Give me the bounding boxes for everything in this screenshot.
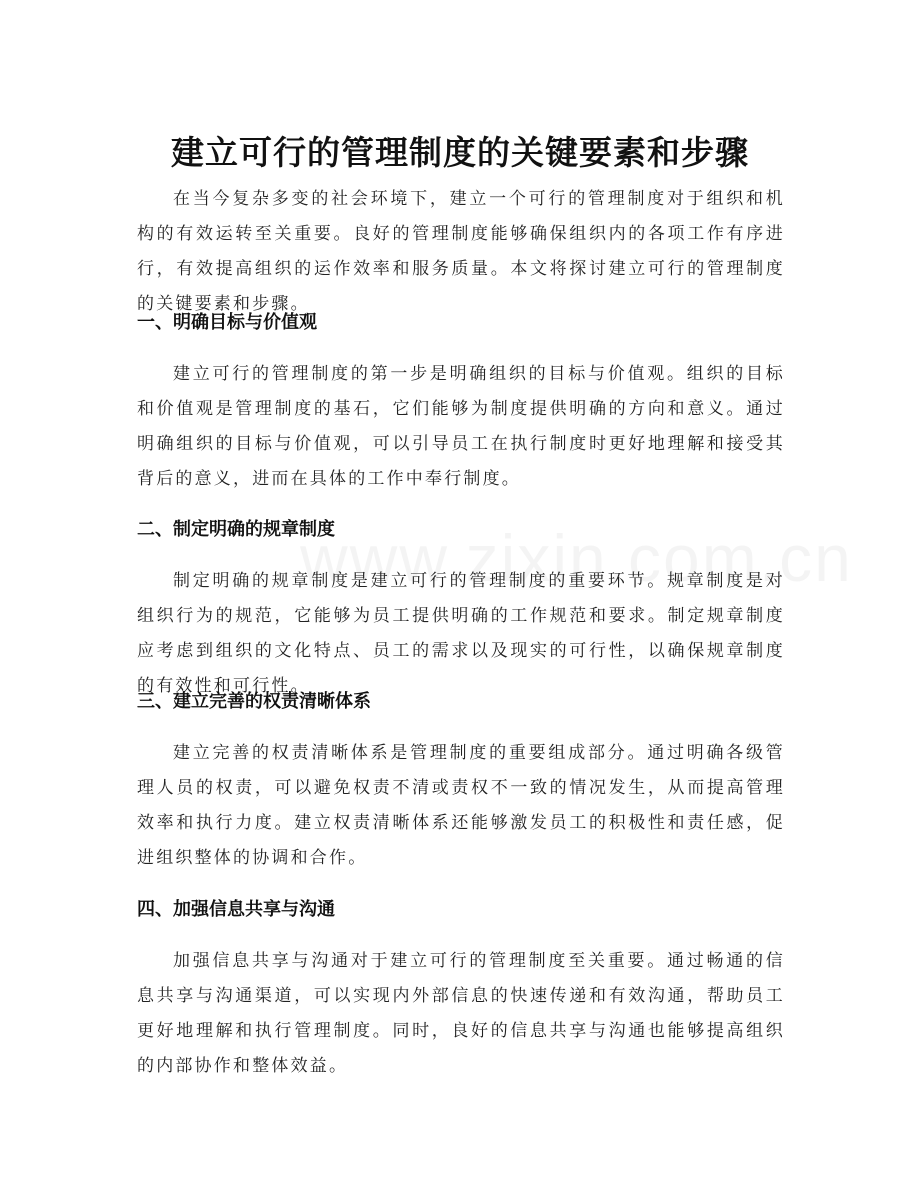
- section-body-1: 建立可行的管理制度的第一步是明确组织的目标与价值观。组织的目标和价值观是管理制度的基石，它们能够为制度提供明确的方向和意义。通过明确组织的目标与价值观，可以引导员工在执行制度时更好地理解和接受其背后的意义，进而在具体的工作中奉行制度。: [137, 364, 785, 489]
- section-heading-1: 一、明确目标与价值观: [137, 312, 317, 333]
- section-heading-3: 三、建立完善的权责清晰体系: [137, 691, 371, 712]
- section-body-2: 制定明确的规章制度是建立可行的管理制度的重要环节。规章制度是对组织行为的规范，它能够为员工提供明确的工作规范和要求。制定规章制度应考虑到组织的文化特点、员工的需求以及现实的可行性，以确保规章制度的有效性和可行性。: [137, 571, 785, 696]
- section-heading-4: 四、加强信息共享与沟通: [137, 899, 335, 920]
- document-title: 建立可行的管理制度的关键要素和步骤: [171, 133, 749, 173]
- section-body-3: 建立完善的权责清晰体系是管理制度的重要组成部分。通过明确各级管理人员的权责，可以避免权责不清或责权不一致的情况发生，从而提高管理效率和执行力度。建立权责清晰体系还能够激发员工的积极性和责任感，促进组织整体的协调和合作。: [137, 743, 785, 868]
- section-body-4: 加强信息共享与沟通对于建立可行的管理制度至关重要。通过畅通的信息共享与沟通渠道，可以实现内外部信息的快速传递和有效沟通，帮助员工更好地理解和执行管理制度。同时，良好的信息共享与沟通也能够提高组织的内部协作和整体效益。: [137, 951, 785, 1076]
- section-heading-2: 二、制定明确的规章制度: [137, 519, 335, 540]
- intro-paragraph: 在当今复杂多变的社会环境下，建立一个可行的管理制度对于组织和机构的有效运转至关重要。良好的管理制度能够确保组织内的各项工作有序进行，有效提高组织的运作效率和服务质量。本文将探讨建立可行的管理制度的关键要素和步骤。: [137, 189, 785, 314]
